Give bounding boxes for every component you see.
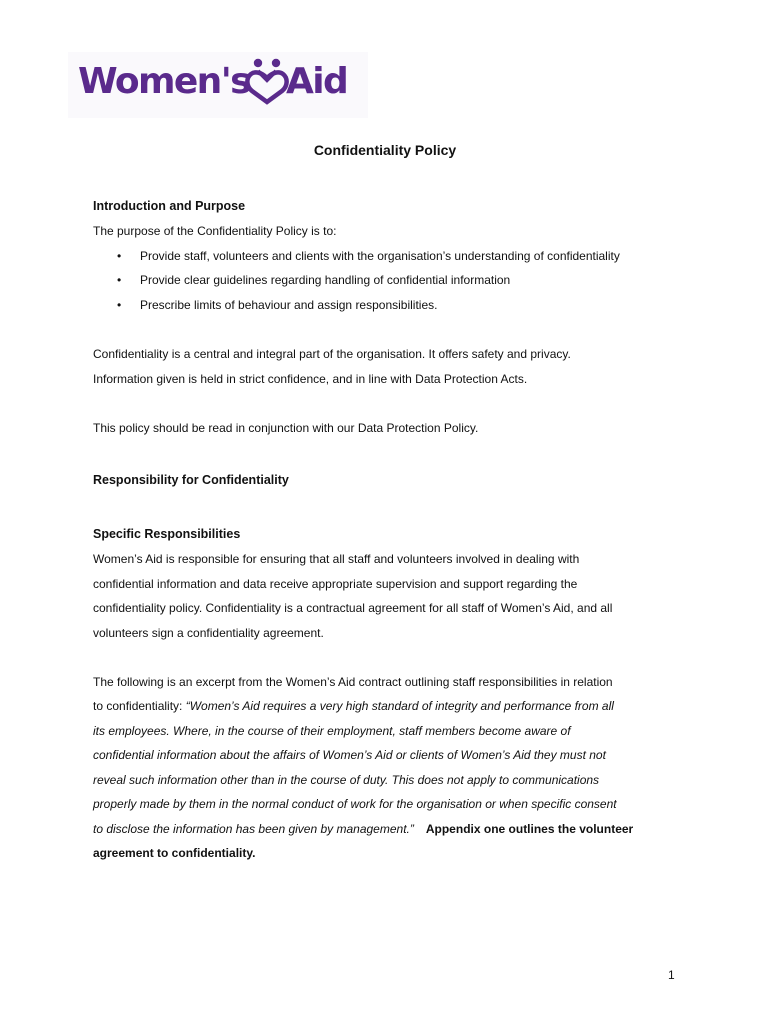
intro-lead: The purpose of the Confidentiality Policy is to: — [93, 224, 337, 238]
paragraph-line: This policy should be read in conjunction with our Data Protection Policy. — [93, 421, 479, 435]
quote-line: its employees. Where, in the course of their employment, staff members become aware of — [93, 724, 571, 738]
paragraph-line: Information given is held in strict confidence, and in line with Data Protection Acts. — [93, 372, 528, 386]
quote-line: confidential information about the affairs of Women’s Aid or clients of Women’s Aid they must not — [93, 748, 606, 762]
paragraph-line: The following is an excerpt from the Women’s Aid contract outlining staff responsibilities in relation — [93, 675, 613, 689]
specific-heading: Specific Responsibilities — [93, 527, 241, 541]
logo-wordmark — [78, 61, 347, 102]
text-run: to confidentiality: — [93, 699, 186, 713]
bullet-item: Provide clear guidelines regarding handling of confidential information — [140, 273, 511, 287]
quote-line: reveal such information other than in the course of duty. This does not apply to communications — [93, 773, 600, 787]
logo-text-left: Women's — [78, 61, 250, 102]
appendix-note: Appendix one outlines the volunteer — [425, 822, 634, 836]
paragraph-line — [93, 699, 614, 714]
appendix-note: agreement to confidentiality. — [93, 846, 256, 860]
paragraph-line: confidentiality policy. Confidentiality is a contractual agreement for all staff of Women’s Aid, and all — [93, 601, 613, 615]
responsibility-heading: Responsibility for Confidentiality — [93, 473, 289, 487]
bullet-dot: • — [117, 273, 122, 287]
intro-heading: Introduction and Purpose — [93, 199, 246, 213]
paragraph-line: volunteers sign a confidentiality agreement. — [93, 626, 324, 640]
page-number: 1 — [668, 968, 675, 982]
bullet-dot: • — [117, 298, 122, 312]
paragraph-line: confidential information and data receive appropriate supervision and support regarding the — [93, 577, 578, 591]
womens-aid-logo — [68, 52, 368, 118]
quote-text: “Women’s Aid requires a very high standard of integrity and performance from all — [185, 699, 614, 713]
quote-text: to disclose the information has been given by management.” — [93, 822, 414, 836]
paragraph-line: Confidentiality is a central and integral part of the organisation. It offers safety and privacy. — [93, 347, 571, 361]
paragraph-line — [93, 822, 633, 837]
bullet-item: Provide staff, volunteers and clients with the organisation’s understanding of confidentiality — [140, 249, 620, 263]
logo-text-right: Aid — [285, 61, 348, 102]
paragraph-line: Women’s Aid is responsible for ensuring that all staff and volunteers involved in dealing with — [93, 552, 580, 566]
bullet-dot: • — [117, 249, 122, 263]
heart-figures-icon — [245, 56, 289, 106]
bullet-item: Prescribe limits of behaviour and assign responsibilities. — [140, 298, 438, 312]
quote-line: properly made by them in the normal conduct of work for the organisation or when specific consent — [93, 797, 617, 811]
document-title: Confidentiality Policy — [313, 142, 457, 158]
